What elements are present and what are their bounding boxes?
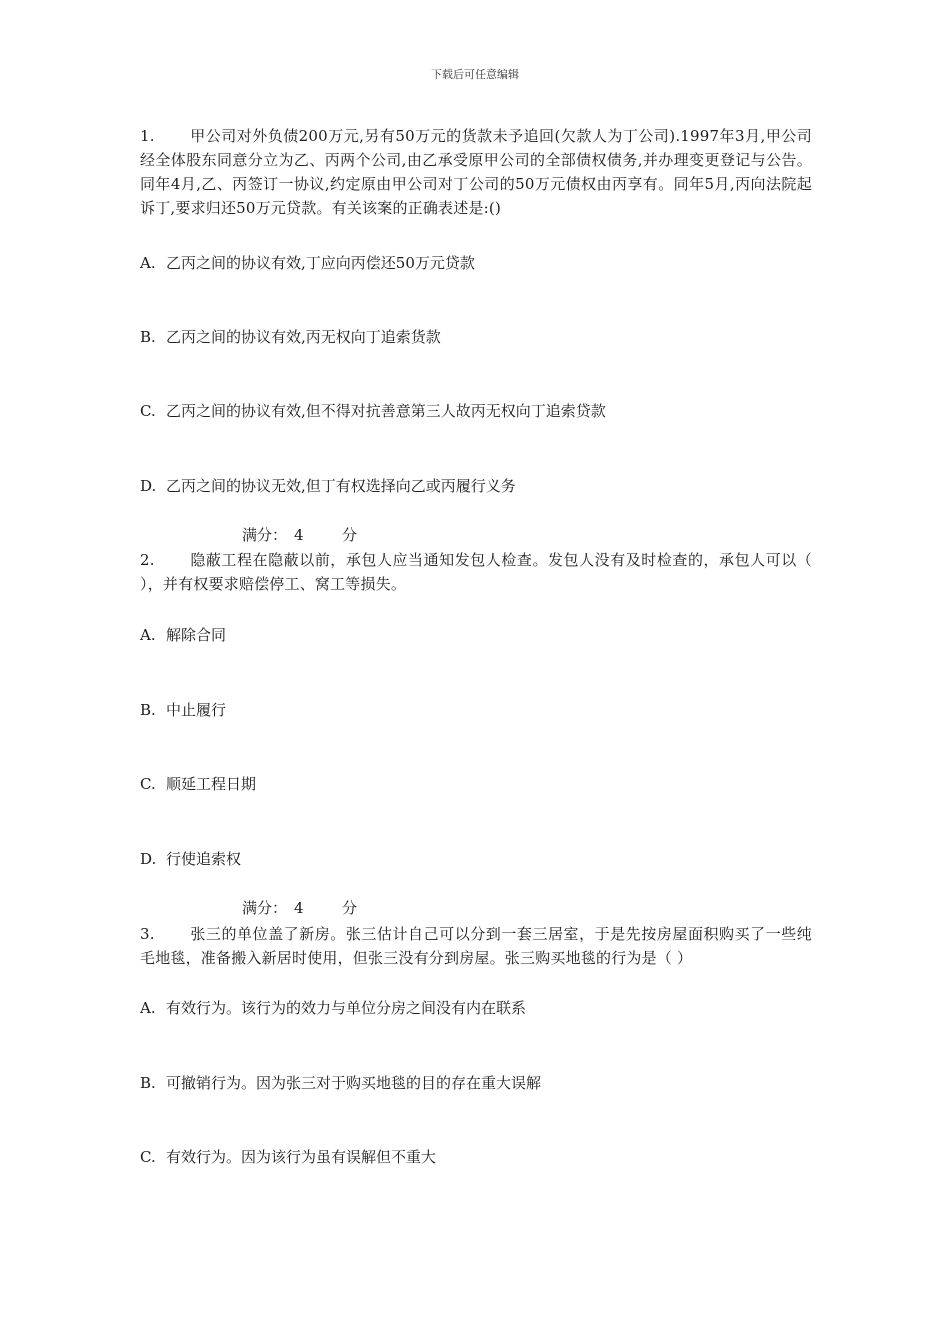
option-key: B. xyxy=(140,1074,156,1092)
page-header-note: 下载后可任意编辑 xyxy=(431,68,519,81)
score-unit: 分 xyxy=(342,526,358,544)
question-1 xyxy=(140,124,812,220)
score-line xyxy=(242,898,357,918)
score-label: 满分： xyxy=(242,526,288,544)
option-text: 乙丙之间的协议有效,丁应向丙偿还50万元贷款 xyxy=(166,254,475,272)
option-key: C. xyxy=(140,775,156,793)
question-text xyxy=(140,548,812,596)
question-number: 1. xyxy=(140,127,155,145)
question-3 xyxy=(140,922,812,970)
question-number: 2. xyxy=(140,551,155,569)
question-body: 张三的单位盖了新房。张三估计自己可以分到一套三居室，于是先按房屋面积购买了一些纯毛地毯，准备搬入新居时使用，但张三没有分到房屋。张三购买地毯的行为是（ ） xyxy=(140,925,812,967)
option-text: 可撤销行为。因为张三对于购买地毯的目的存在重大误解 xyxy=(166,1074,542,1092)
question-body: 甲公司对外负债200万元,另有50万元的货款未予追回(欠款人为丁公司).1997年3月,甲公司经全体股东同意分立为乙、丙两个公司,由乙承受原甲公司的全部债权债务,并办理变更登记与公告。同年4月,乙、丙签订一协议,约定原由甲公司对丁公司的50万元债权由丙享有。同年5月,丙向法院起诉丁,要求归还50万元贷款。有关该案的正确表述是:() xyxy=(140,127,812,217)
option-b xyxy=(140,327,441,347)
option-text: 行使追索权 xyxy=(166,850,242,868)
question-2 xyxy=(140,548,812,596)
score-value: 4 xyxy=(294,526,304,544)
option-text: 中止履行 xyxy=(166,701,227,719)
option-text: 解除合同 xyxy=(166,626,227,644)
option-a xyxy=(140,998,526,1018)
option-a xyxy=(140,625,226,645)
option-key: C. xyxy=(140,1148,156,1166)
option-text: 顺延工程日期 xyxy=(166,775,257,793)
option-key: C. xyxy=(140,402,156,420)
option-key: A. xyxy=(140,254,156,272)
option-key: D. xyxy=(140,850,157,868)
option-b xyxy=(140,700,226,720)
score-unit: 分 xyxy=(342,899,358,917)
option-d xyxy=(140,849,241,869)
option-d xyxy=(140,476,516,496)
option-text: 乙丙之间的协议无效,但丁有权选择向乙或丙履行义务 xyxy=(166,477,516,495)
score-line xyxy=(242,525,357,545)
option-text: 乙丙之间的协议有效,丙无权向丁追索货款 xyxy=(166,328,441,346)
option-key: B. xyxy=(140,701,156,719)
option-key: D. xyxy=(140,477,157,495)
option-a xyxy=(140,253,475,273)
option-key: A. xyxy=(140,626,156,644)
option-c xyxy=(140,1147,436,1167)
score-label: 满分： xyxy=(242,899,288,917)
question-text xyxy=(140,922,812,970)
option-text: 乙丙之间的协议有效,但不得对抗善意第三人故丙无权向丁追索贷款 xyxy=(166,402,606,420)
option-text: 有效行为。该行为的效力与单位分房之间没有内在联系 xyxy=(166,999,527,1017)
question-number: 3. xyxy=(140,925,155,943)
option-key: A. xyxy=(140,999,156,1017)
option-text: 有效行为。因为该行为虽有误解但不重大 xyxy=(166,1148,437,1166)
question-text xyxy=(140,124,812,220)
option-b xyxy=(140,1073,541,1093)
score-value: 4 xyxy=(294,899,304,917)
option-key: B. xyxy=(140,328,156,346)
question-body: 隐蔽工程在隐蔽以前，承包人应当通知发包人检查。发包人没有及时检查的，承包人可以（ ），并有权要求赔偿停工、窝工等损失。 xyxy=(140,551,812,593)
option-c xyxy=(140,774,256,794)
option-c xyxy=(140,401,606,421)
